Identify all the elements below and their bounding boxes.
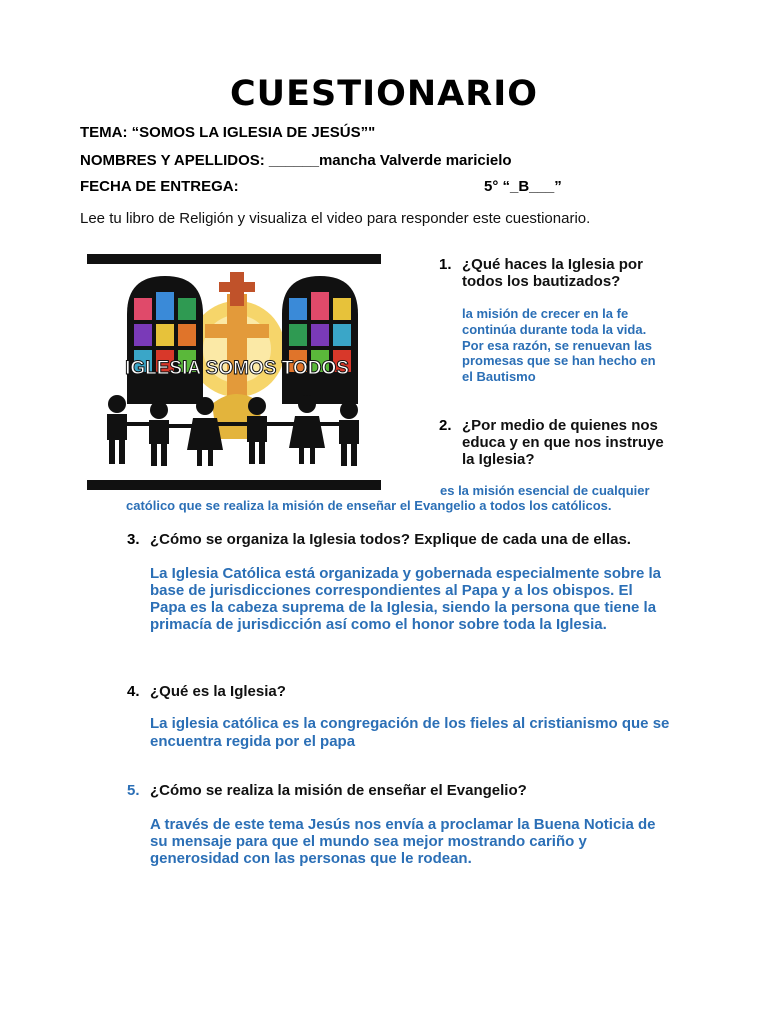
question-2-line: educa y en que nos instruye <box>462 434 664 451</box>
page-title: CUESTIONARIO <box>230 74 538 114</box>
question-3-number: 3. <box>127 531 140 548</box>
answer-3-line: base de jurisdicciones correspondientes al Papa y a los obispos. El <box>150 582 633 599</box>
answer-2-line-1: es la misión esencial de cualquier <box>440 483 650 498</box>
question-1 <box>462 256 643 290</box>
answer-4-line: La iglesia católica es la congregación de los fieles al cristianismo que se <box>150 715 670 732</box>
answer-1 <box>462 306 656 385</box>
answer-3-line: Papa es la cabeza suprema de la Iglesia, siendo la persona que tiene la <box>150 599 657 616</box>
tema-line: TEMA: “SOMOS LA IGLESIA DE JESÚS”" <box>80 124 376 141</box>
answer-3 <box>150 565 661 633</box>
question-4-number: 4. <box>127 683 140 700</box>
banner-text: IGLESIA SOMOS TODOS <box>125 358 349 379</box>
question-5: ¿Cómo se realiza la misión de enseñar el Evangelio? <box>150 782 527 799</box>
answer-4 <box>150 715 669 751</box>
answer-1-line: promesas que se han hecho en <box>462 353 656 369</box>
answer-5-line: A través de este tema Jesús nos envía a proclamar la Buena Noticia de <box>150 816 656 833</box>
answer-4-line: encuentra regida por el papa <box>150 733 356 750</box>
answer-1-line: el Bautismo <box>462 369 536 385</box>
question-4: ¿Qué es la Iglesia? <box>150 683 286 700</box>
question-2-line: la Iglesia? <box>462 451 535 468</box>
question-5-number: 5. <box>127 782 140 799</box>
question-2 <box>462 417 664 468</box>
answer-5-line: generosidad con las personas que le rodean. <box>150 850 472 867</box>
question-1-number: 1. <box>439 256 452 273</box>
answer-1-line: continúa durante toda la vida. <box>462 321 647 337</box>
question-1-line: ¿Qué haces la Iglesia por <box>462 256 643 273</box>
answer-3-line: primacía de jurisdicción así como el honor sobre toda la Iglesia. <box>150 616 607 633</box>
answer-2-line-2: católico que se realiza la misión de enseñar el Evangelio a todos los católicos. <box>126 498 612 513</box>
question-2-number: 2. <box>439 417 452 434</box>
answer-5 <box>150 816 656 867</box>
question-3: ¿Cómo se organiza la Iglesia todos? Explique de cada una de ellas. <box>150 531 631 548</box>
nombres-line: NOMBRES Y APELLIDOS: ______mancha Valverde maricielo <box>80 152 512 169</box>
answer-1-line: Por esa razón, se renuevan las <box>462 337 653 353</box>
grado-value: 5° “_B___” <box>484 178 562 195</box>
church-illustration-svg <box>87 254 381 490</box>
church-illustration <box>87 254 381 490</box>
instructions: Lee tu libro de Religión y visualiza el video para responder este cuestionario. <box>80 210 591 227</box>
question-1-line: todos los bautizados? <box>462 273 621 290</box>
question-2-line: ¿Por medio de quienes nos <box>462 417 658 434</box>
answer-5-line: su mensaje para que el mundo sea mejor mostrando cariño y <box>150 833 587 850</box>
answer-1-line: la misión de crecer en la fe <box>462 306 629 321</box>
fecha-label: FECHA DE ENTREGA: <box>80 178 239 195</box>
answer-3-line: La Iglesia Católica está organizada y gobernada especialmente sobre la <box>150 565 662 582</box>
